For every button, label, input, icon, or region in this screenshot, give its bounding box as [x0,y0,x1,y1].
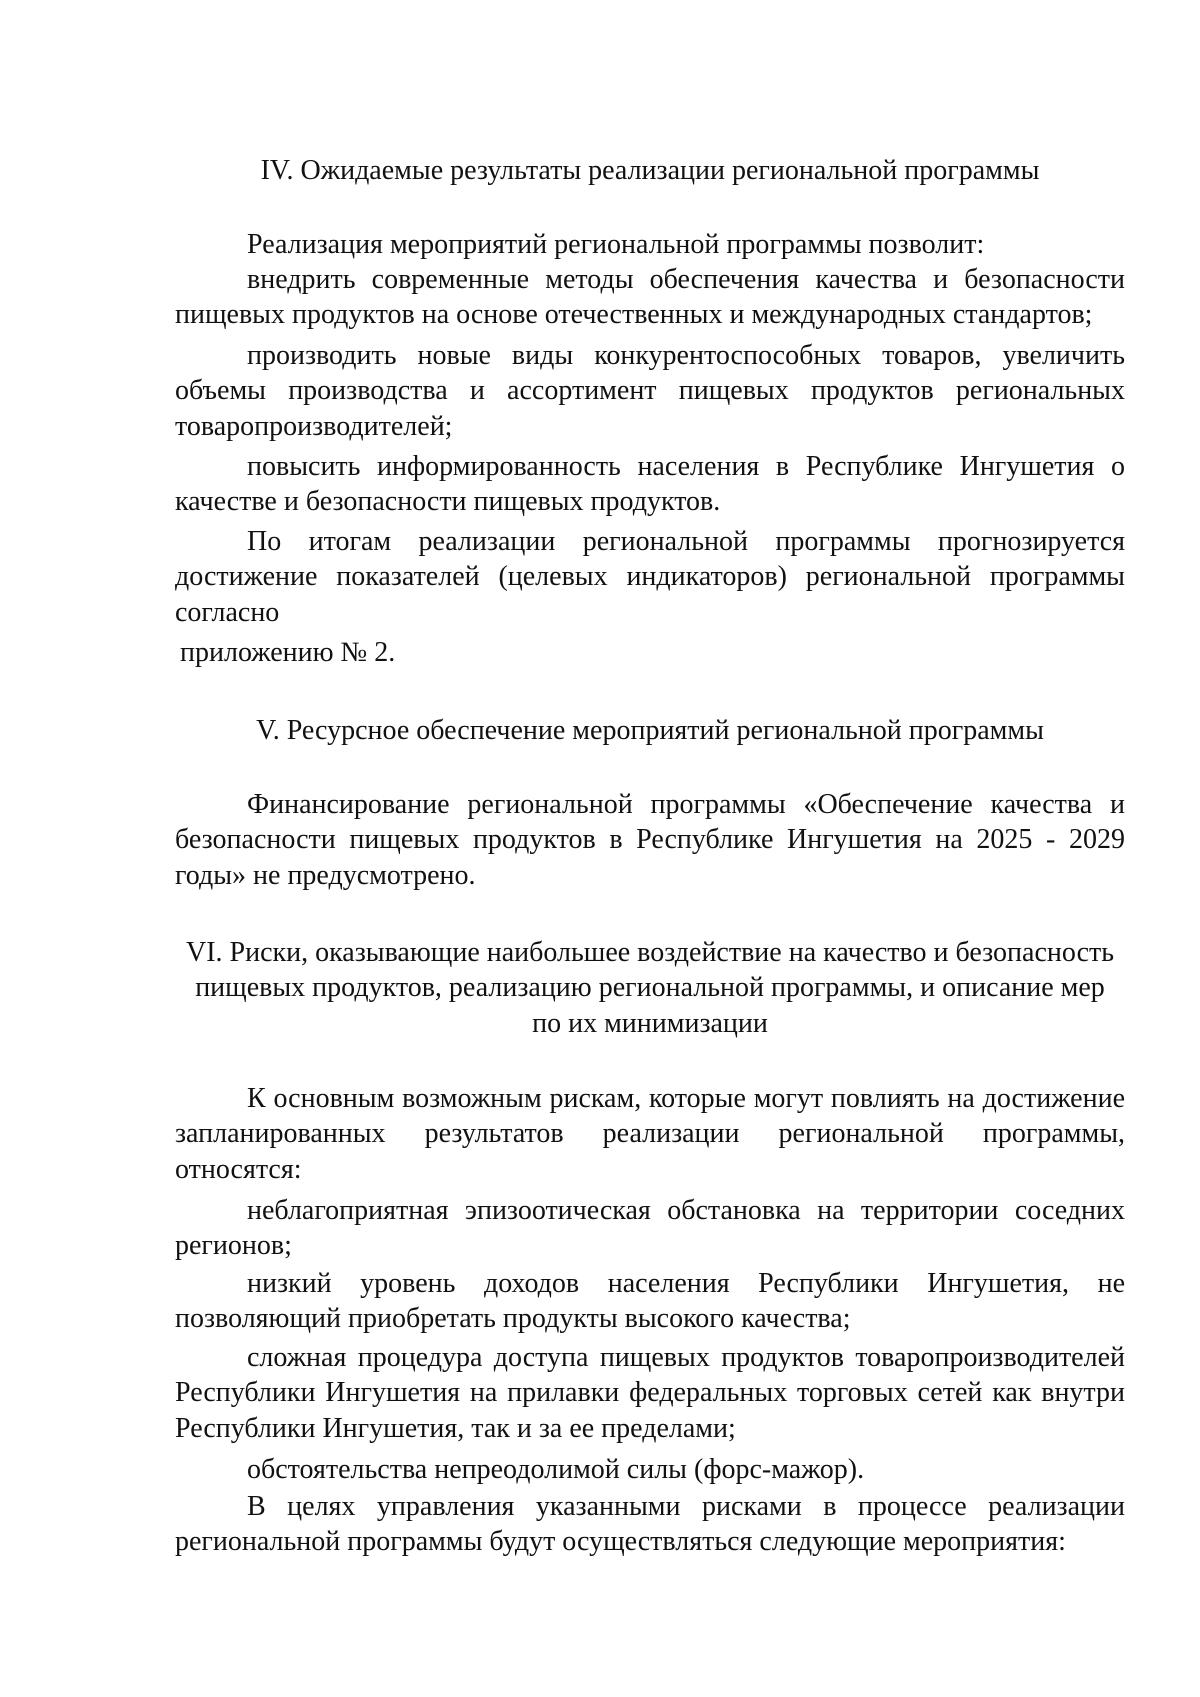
section-6-heading [175,935,1125,1041]
section-6-intro: К основным возможным рискам, которые могут повлиять на достижение запланированных результатов реализации региональной программы, относятся: [175,1083,1125,1185]
section-4-appendix-ref: приложению № 2. [180,637,396,668]
section-6-heading-line-3: по их минимизации [532,1007,768,1039]
section-4-item-2: производить новые виды конкурентоспособных товаров, увеличить объемы производства и ассортимент пищевых продуктов региональных товаропроизводителей; [175,340,1125,442]
section-5-paragraph: Финансирование региональной программы «Обеспечение качества и безопасности пищевых продуктов в Республике Ингушетия на 2025 - 2029 годы» не предусмотрено. [175,789,1125,891]
section-4-result: По итогам реализации региональной программы прогнозируется достижение показателей (целевых индикаторов) региональной программы согласно [175,526,1125,628]
section-5-heading: V. Ресурсное обеспечение мероприятий региональной программы [256,715,1044,746]
section-4-heading: IV. Ожидаемые результаты реализации региональной программы [260,155,1040,186]
section-4-intro: Реализация мероприятий региональной программы позволит: [247,229,985,260]
section-4-item-3: повысить информированность населения в Республике Ингушетия о качестве и безопасности пищевых продуктов. [175,451,1125,518]
section-6-closing: В целях управления указанными рисками в процессе реализации региональной программы будут осуществляться следующие мероприятия: [175,1491,1125,1558]
section-6-risk-4: обстоятельства непреодолимой силы (форс-мажор). [247,1454,865,1485]
section-6-risk-2: низкий уровень доходов населения Республики Ингушетия, не позволяющий приобретать продукты высокого качества; [175,1268,1125,1335]
section-6-heading-line-2: пищевых продуктов, реализацию региональной программы, и описание мер [195,972,1105,1004]
section-6-heading-line-1: VI. Риски, оказывающие наибольшее воздействие на качество и безопасность [185,937,1115,968]
section-6-risk-3: сложная процедура доступа пищевых продуктов товаропроизводителей Республики Ингушетия на прилавки федеральных торговых сетей как внутри Республики Ингушетия, так и за ее пределами; [175,1342,1125,1444]
section-6-risk-1: неблагоприятная эпизоотическая обстановка на территории соседних регионов; [175,1195,1125,1262]
section-4-item-1: внедрить современные методы обеспечения качества и безопасности пищевых продуктов на основе отечественных и международных стандартов; [175,264,1125,331]
